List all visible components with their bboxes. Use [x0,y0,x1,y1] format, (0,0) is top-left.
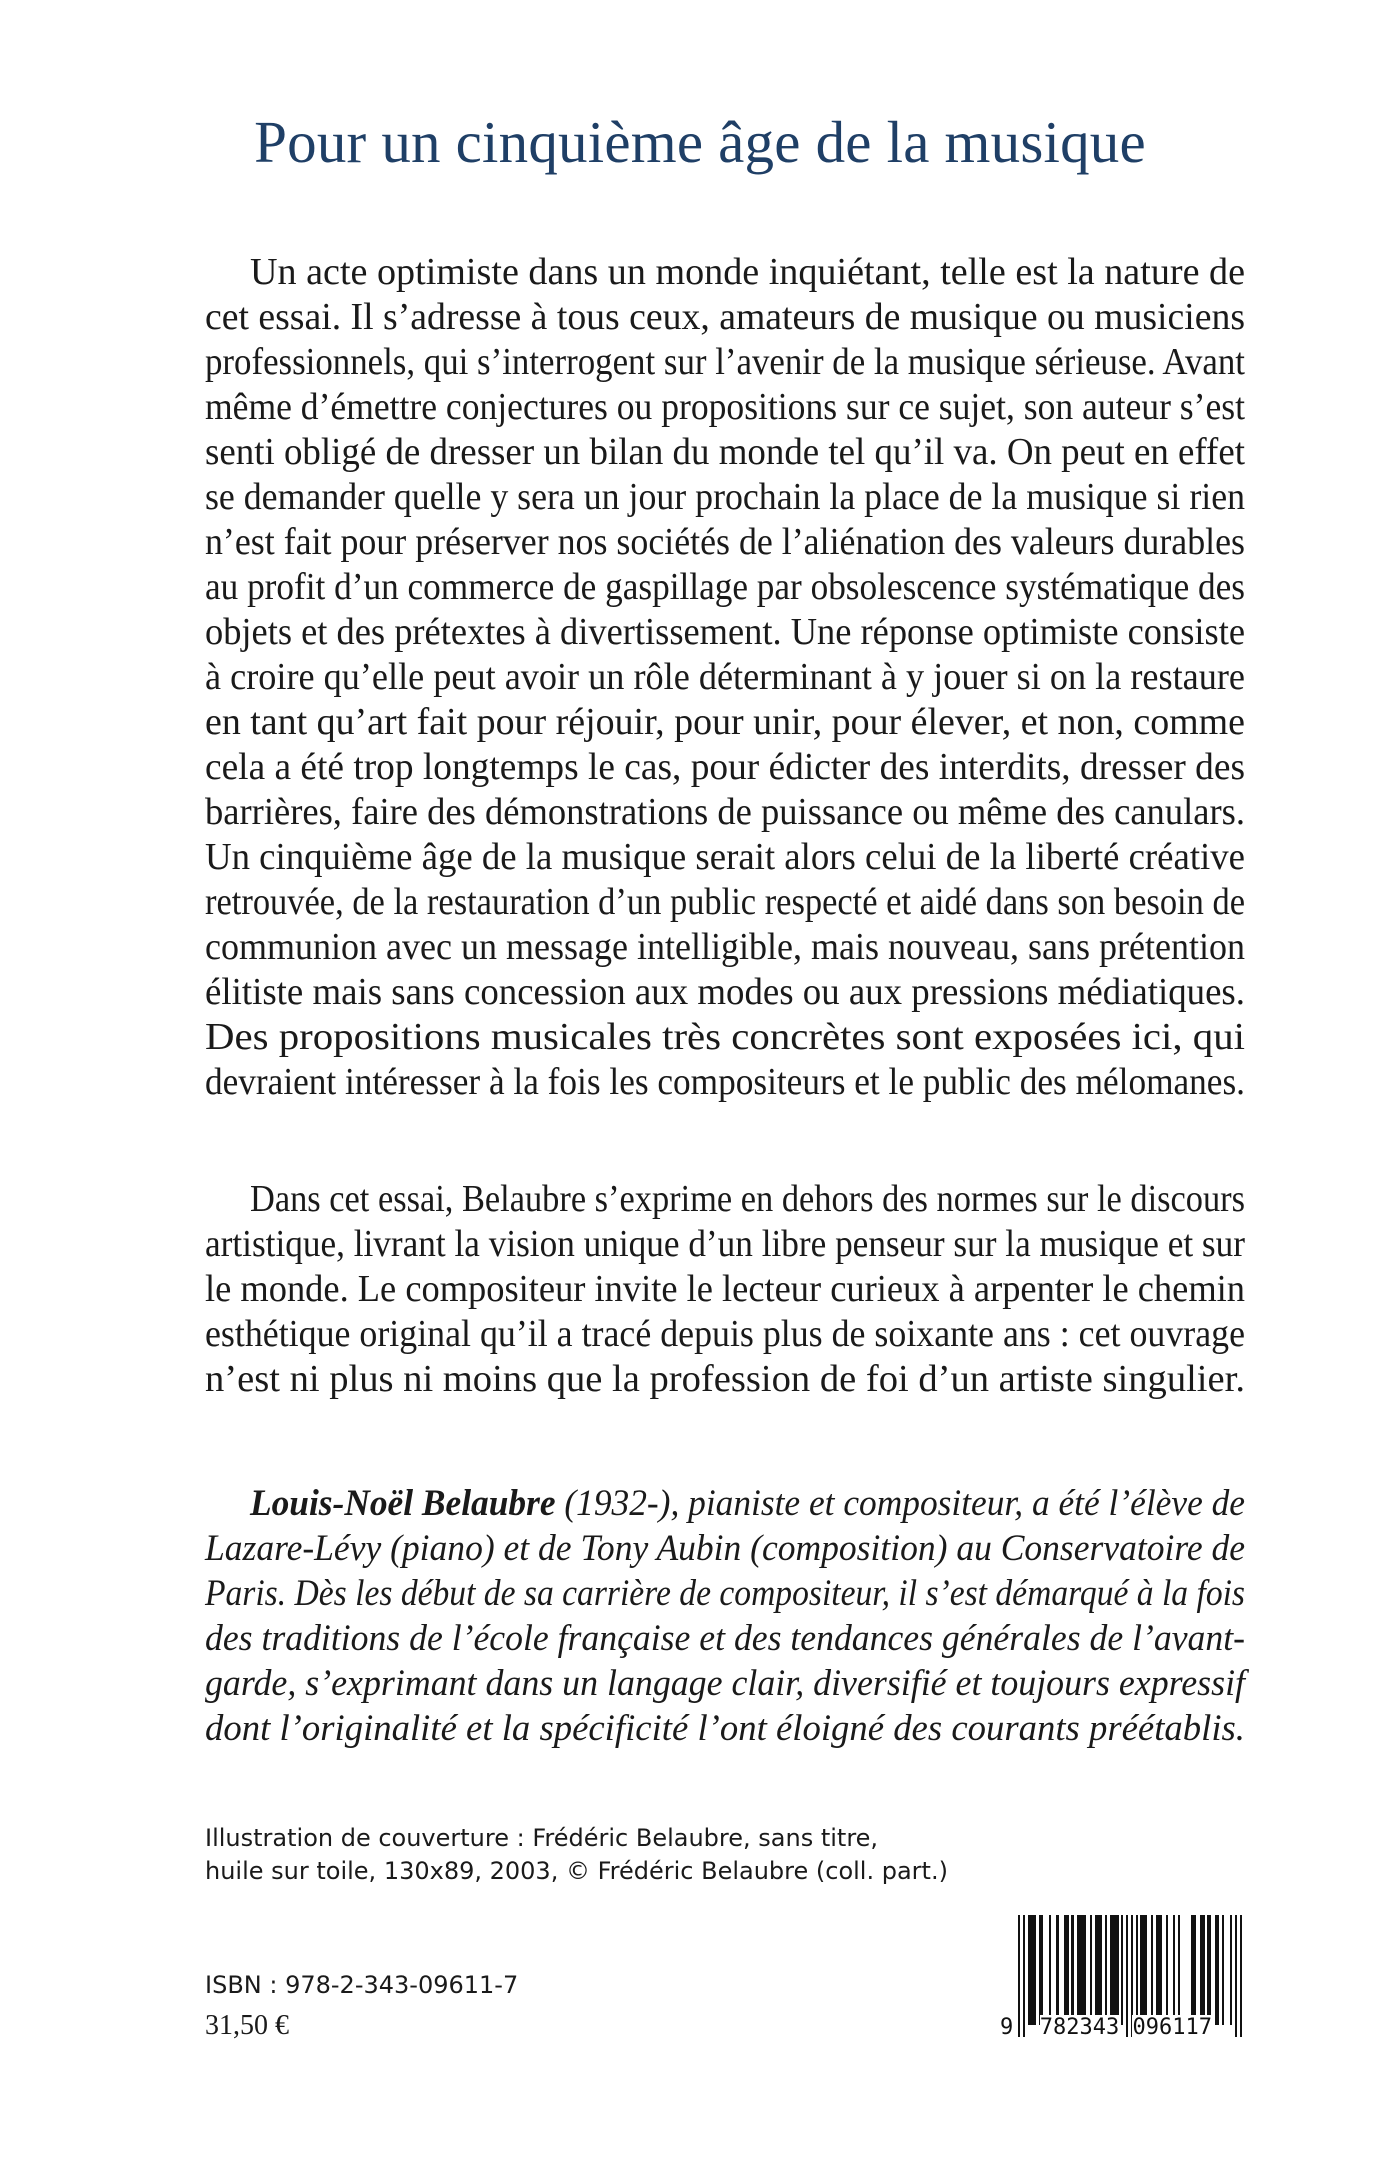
text-line: barrières, faire des démonstrations de puissance ou même des canulars. [205,791,1245,833]
text-line: le monde. Le compositeur invite le lecteur curieux à arpenter le chemin [205,1268,1245,1310]
text-line: même d’émettre conjectures ou propositions sur ce sujet, son auteur s’est [205,386,1245,428]
text-line: dont l’originalité et la spécificité l’ont éloigné des courants préétablis. [205,1708,1245,1749]
text-line: communion avec un message intelligible, mais nouveau, sans prétention [205,926,1245,968]
book-title: Pour un cinquième âge de la musique [254,109,1146,175]
isbn-text: ISBN : 978-2-343-09611-7 [205,1971,519,1999]
text-line: Des propositions musicales très concrètes sont exposées ici, qui [205,1016,1245,1058]
barcode-digit-prefix: 9 [1000,2015,1014,2040]
text-line: au profit d’un commerce de gaspillage par obsolescence systématique des [205,566,1245,608]
description-paragraph-1 [205,250,1245,1105]
text-line: artistique, livrant la vision unique d’un libre penseur sur la musique et sur [205,1223,1245,1265]
bio-first-line-text: (1932-), pianiste et compositeur, a été l’élève de [555,1483,1245,1524]
credit-line: huile sur toile, 130x89, 2003, © Frédéric Belaubre (coll. part.) [205,1857,948,1885]
credit-line: Illustration de couverture : Frédéric Belaubre, sans titre, [205,1824,879,1852]
text-line: élitiste mais sans concession aux modes ou aux pressions médiatiques. [205,971,1245,1013]
text-line: Dans cet essai, Belaubre s’exprime en dehors des normes sur le discours [250,1178,1245,1220]
text-line: Lazare-Lévy (piano) et de Tony Aubin (composition) au Conservatoire de [205,1528,1245,1569]
text-line: en tant qu’art fait pour réjouir, pour unir, pour élever, et non, comme [205,701,1245,743]
text-line: objets et des prétextes à divertissement. Une réponse optimiste consiste [205,611,1245,653]
barcode-digits-right: 096117 [1132,2015,1212,2040]
text-line: esthétique original qu’il a tracé depuis plus de soixante ans : cet ouvrage [205,1313,1245,1355]
cover-illustration-credit [205,1822,948,1888]
text-line: devraient intéresser à la fois les compositeurs et le public des mélomanes. [205,1061,1245,1103]
author-name: Louis-Noël Belaubre [250,1483,556,1524]
text-line: Un cinquième âge de la musique serait alors celui de la liberté créative [205,836,1245,878]
text-line: cet essai. Il s’adresse à tous ceux, amateurs de musique ou musiciens [205,296,1245,338]
author-bio [205,1481,1245,1751]
text-line: garde, s’exprimant dans un langage clair, diversifié et toujours expressif [205,1663,1245,1704]
text-line: Un acte optimiste dans un monde inquiétant, telle est la nature de [250,251,1245,293]
text-line: n’est fait pour préserver nos sociétés de l’aliénation des valeurs durables [205,521,1245,563]
price-text: 31,50 € [205,2010,289,2041]
barcode-digits [1000,2015,1250,2040]
text-line: senti obligé de dresser un bilan du monde tel qu’il va. On peut en effet [205,431,1245,473]
text-line: se demander quelle y sera un jour prochain la place de la musique si rien [205,476,1245,518]
text-line: des traditions de l’école française et des tendances générales de l’avant- [205,1618,1245,1659]
barcode [1000,1915,1250,2045]
text-line: à croire qu’elle peut avoir un rôle déterminant à y jouer si on la restaure [205,656,1245,698]
bio-first-line [205,1481,1245,1526]
text-line: professionnels, qui s’interrogent sur l’avenir de la musique sérieuse. Avant [205,341,1245,383]
text-line: Paris. Dès les début de sa carrière de compositeur, il s’est démarqué à la fois [205,1573,1245,1614]
barcode-digits-left: 782343 [1039,2015,1120,2040]
text-line: cela a été trop longtemps le cas, pour édicter des interdits, dresser des [205,746,1245,788]
text-line: retrouvée, de la restauration d’un public respecté et aidé dans son besoin de [205,881,1245,923]
text-line: n’est ni plus ni moins que la profession de foi d’un artiste singulier. [205,1358,1245,1400]
description-paragraph-2 [205,1177,1245,1402]
